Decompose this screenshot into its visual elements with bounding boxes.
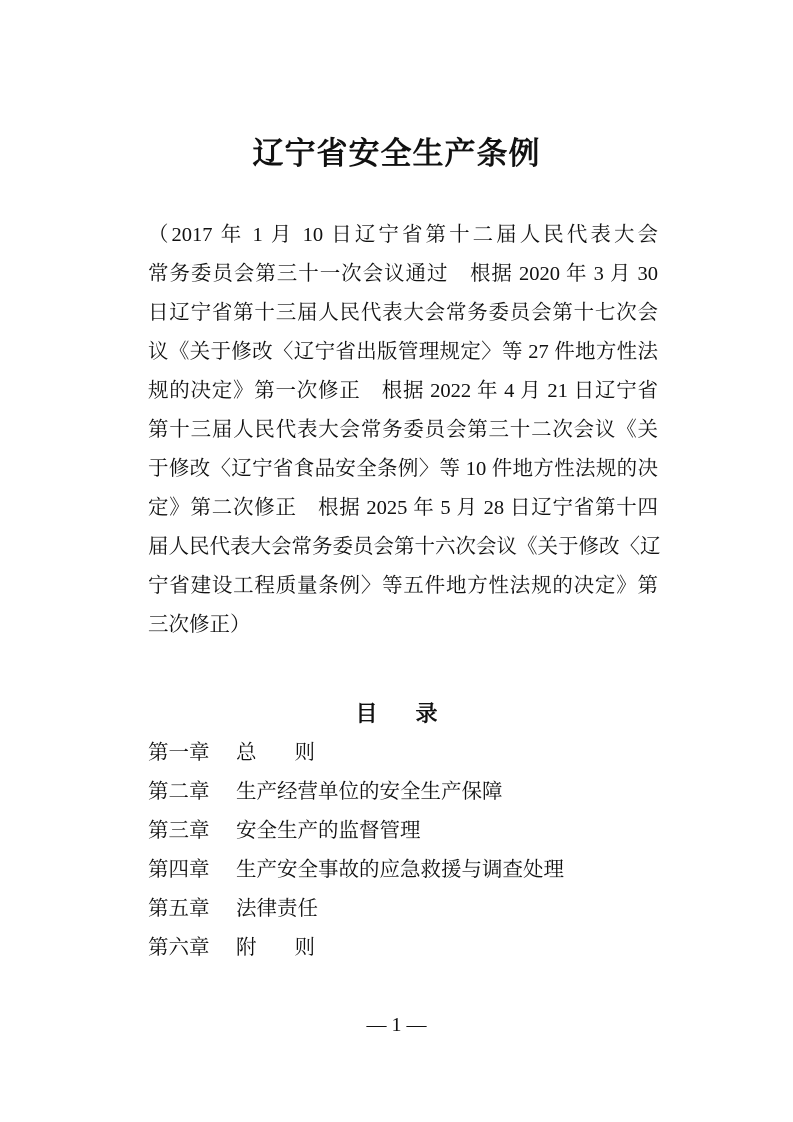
table-of-contents <box>148 734 668 968</box>
chapter-number: 第五章 <box>148 898 210 920</box>
toc-item <box>148 929 668 968</box>
toc-item <box>148 734 668 773</box>
preamble-line: 第十三届人民代表大会常务委员会第三十二次会议《关 <box>148 419 658 441</box>
preamble-line: 议《关于修改〈辽宁省出版管理规定〉等 27 件地方性法 <box>148 341 658 363</box>
chapter-number: 第四章 <box>148 859 210 881</box>
preamble-line: （2017 年 1 月 10 日辽宁省第十二届人民代表大会 <box>148 224 658 246</box>
toc-item <box>148 812 668 851</box>
chapter-title: 生产安全事故的应急救援与调查处理 <box>236 859 564 881</box>
chapter-title: 生产经营单位的安全生产保障 <box>236 781 503 803</box>
preamble-line: 届人民代表大会常务委员会第十六次会议《关于修改〈辽 <box>148 536 661 558</box>
chapter-number: 第一章 <box>148 742 210 764</box>
preamble-line: 规的决定》第一次修正 根据 2022 年 4 月 21 日辽宁省 <box>148 380 658 402</box>
preamble <box>148 216 661 645</box>
toc-heading-right: 录 <box>415 702 438 727</box>
preamble-line: 三次修正） <box>148 614 251 636</box>
preamble-line: 常务委员会第三十一次会议通过 根据 2020 年 3 月 30 <box>148 263 658 285</box>
preamble-line: 宁省建设工程质量条例〉等五件地方性法规的决定》第 <box>148 575 658 597</box>
page-number: — 1 — <box>366 1014 427 1036</box>
preamble-line: 于修改〈辽宁省食品安全条例〉等 10 件地方性法规的决 <box>148 458 658 480</box>
chapter-title: 附则 <box>236 937 353 959</box>
preamble-line: 日辽宁省第十三届人民代表大会常务委员会第十七次会 <box>148 302 658 324</box>
chapter-number: 第二章 <box>148 781 210 803</box>
chapter-title: 总则 <box>236 742 353 764</box>
chapter-number: 第三章 <box>148 820 210 842</box>
toc-item <box>148 773 668 812</box>
chapter-title: 安全生产的监督管理 <box>236 820 421 842</box>
chapter-number: 第六章 <box>148 937 210 959</box>
toc-item <box>148 890 668 929</box>
toc-item <box>148 851 668 890</box>
preamble-line: 定》第二次修正 根据 2025 年 5 月 28 日辽宁省第十四 <box>148 497 658 519</box>
toc-heading-left: 目 <box>355 702 378 727</box>
chapter-title: 法律责任 <box>236 898 318 920</box>
document-title: 辽宁省安全生产条例 <box>252 136 541 172</box>
toc-heading <box>0 698 793 732</box>
